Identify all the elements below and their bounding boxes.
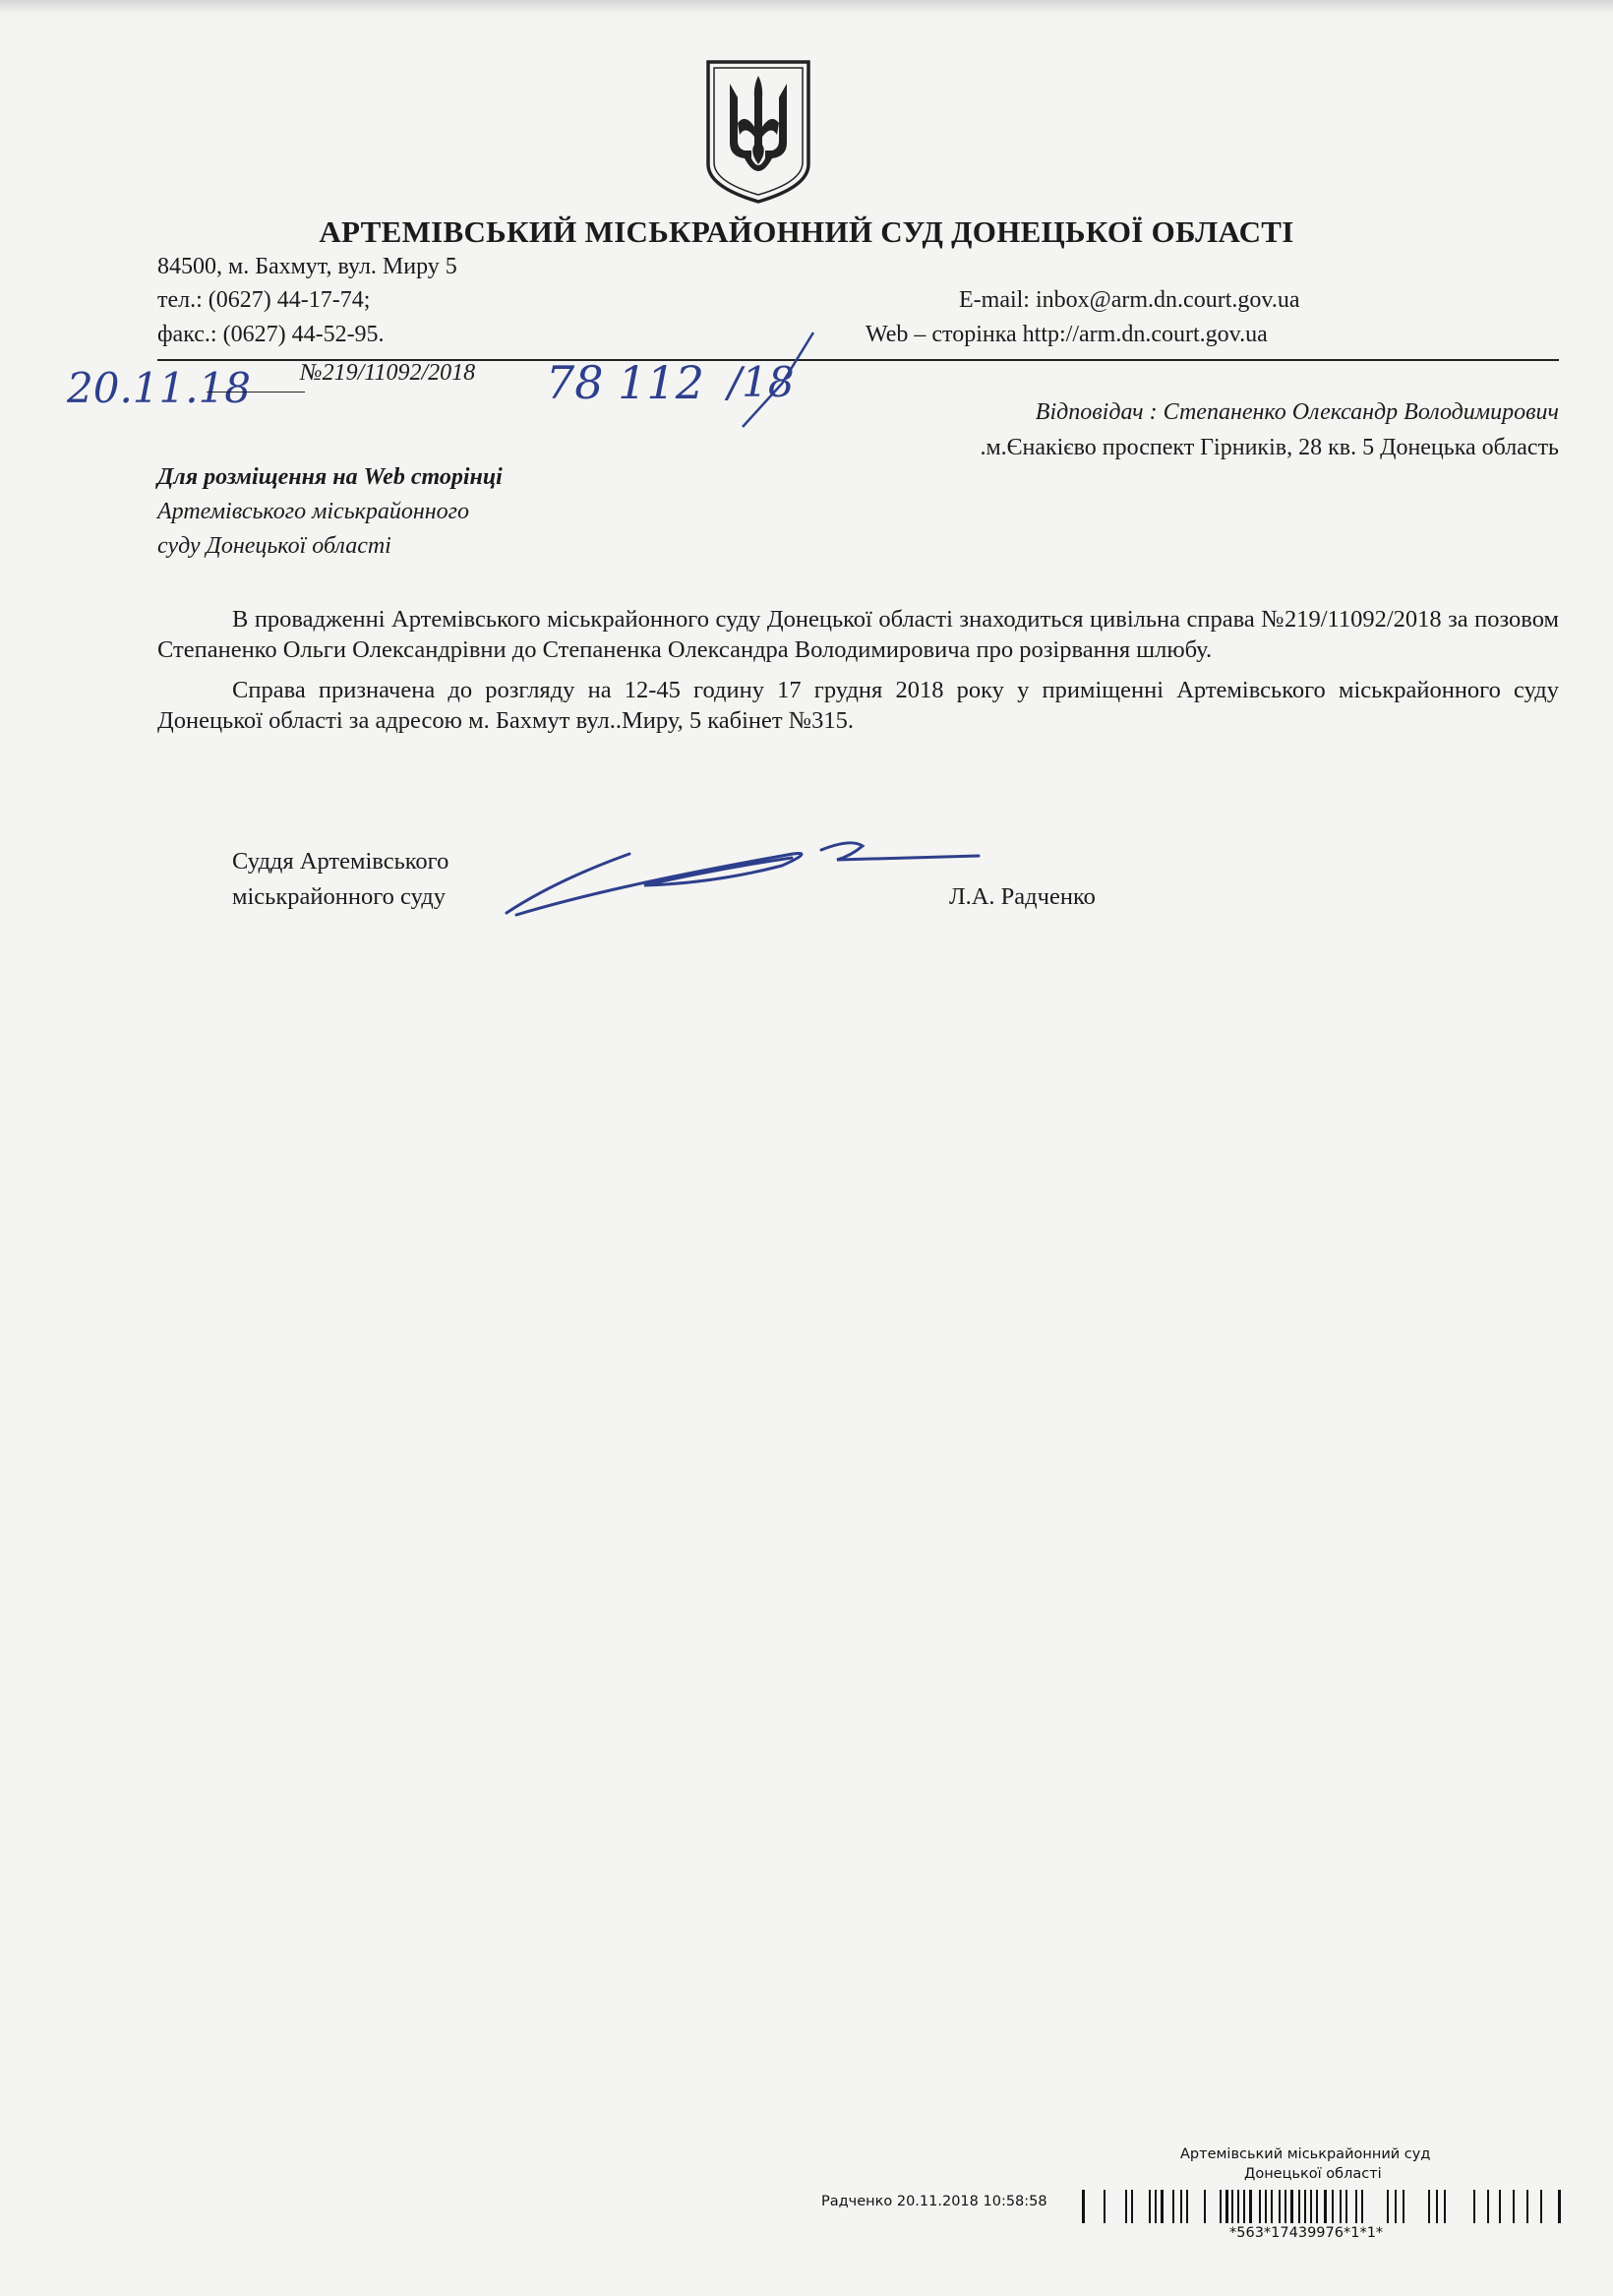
- handwritten-slash-stroke: [723, 325, 821, 433]
- placement-note-line3: суду Донецької області: [157, 533, 391, 559]
- placement-note-title: Для розміщення на Web сторінці: [157, 464, 503, 490]
- stamp-court-name: Артемівський міськрайонний суд: [1180, 2146, 1431, 2162]
- case-number: №219/11092/2018: [300, 360, 476, 386]
- handwritten-index: /18: [728, 358, 795, 406]
- court-address: 84500, м. Бахмут, вул. Миру 5: [157, 254, 457, 279]
- judge-title-line1: Суддя Артемівського: [232, 848, 449, 875]
- judge-name: Л.А. Радченко: [949, 883, 1096, 910]
- date-underline: [207, 392, 305, 393]
- judge-title-line2: міськрайонного суду: [232, 883, 447, 910]
- notice-body: [157, 604, 1559, 736]
- handwritten-date: 20.11.18: [67, 364, 252, 412]
- court-phone: тел.: (0627) 44-17-74;: [157, 287, 371, 313]
- stamp-court-region: Донецької області: [1244, 2166, 1382, 2182]
- document-barcode: [1082, 2188, 1562, 2227]
- handwritten-outgoing-number: 78 112: [546, 356, 704, 409]
- court-title: АРТЕМІВСЬКИЙ МІСЬКРАЙОННИЙ СУД ДОНЕЦЬКОЇ ОБЛАСТІ: [319, 214, 1294, 249]
- court-website: Web – сторінка http://arm.dn.court.gov.ua: [866, 322, 1268, 347]
- handwritten-signature: [497, 826, 988, 925]
- notice-paragraph-1: В провадженні Артемівського міськрайонного суду Донецької області знаходиться цивільна справа №219/11092/2018 за позовом Степаненко Ольги Олександрівни до Степаненка Олександра Володимировича про розірвання шлюбу.: [157, 606, 1559, 663]
- barcode-text: *563*17439976*1*1*: [1229, 2225, 1384, 2241]
- court-email: E-mail: inbox@arm.dn.court.gov.ua: [959, 287, 1300, 313]
- respondent-name: Відповідач : Степаненко Олександр Володимирович: [1035, 399, 1559, 425]
- respondent-address: .м.Єнакієво проспект Гірників, 28 кв. 5 Донецька область: [980, 435, 1559, 460]
- notice-paragraph-2: Справа призначена до розгляду на 12-45 годину 17 грудня 2018 року у приміщенні Артемівського міськрайонного суду Донецької області за адресою м. Бахмут вул..Миру, 5 кабінет №315.: [157, 677, 1559, 734]
- e-signature-info: Радченко 20.11.2018 10:58:58: [821, 2194, 1047, 2209]
- scan-edge-shadow: [0, 0, 1613, 14]
- placement-note-line2: Артемівського міськрайонного: [157, 499, 470, 524]
- court-fax: факс.: (0627) 44-52-95.: [157, 322, 385, 347]
- coat-of-arms-emblem: [700, 54, 816, 207]
